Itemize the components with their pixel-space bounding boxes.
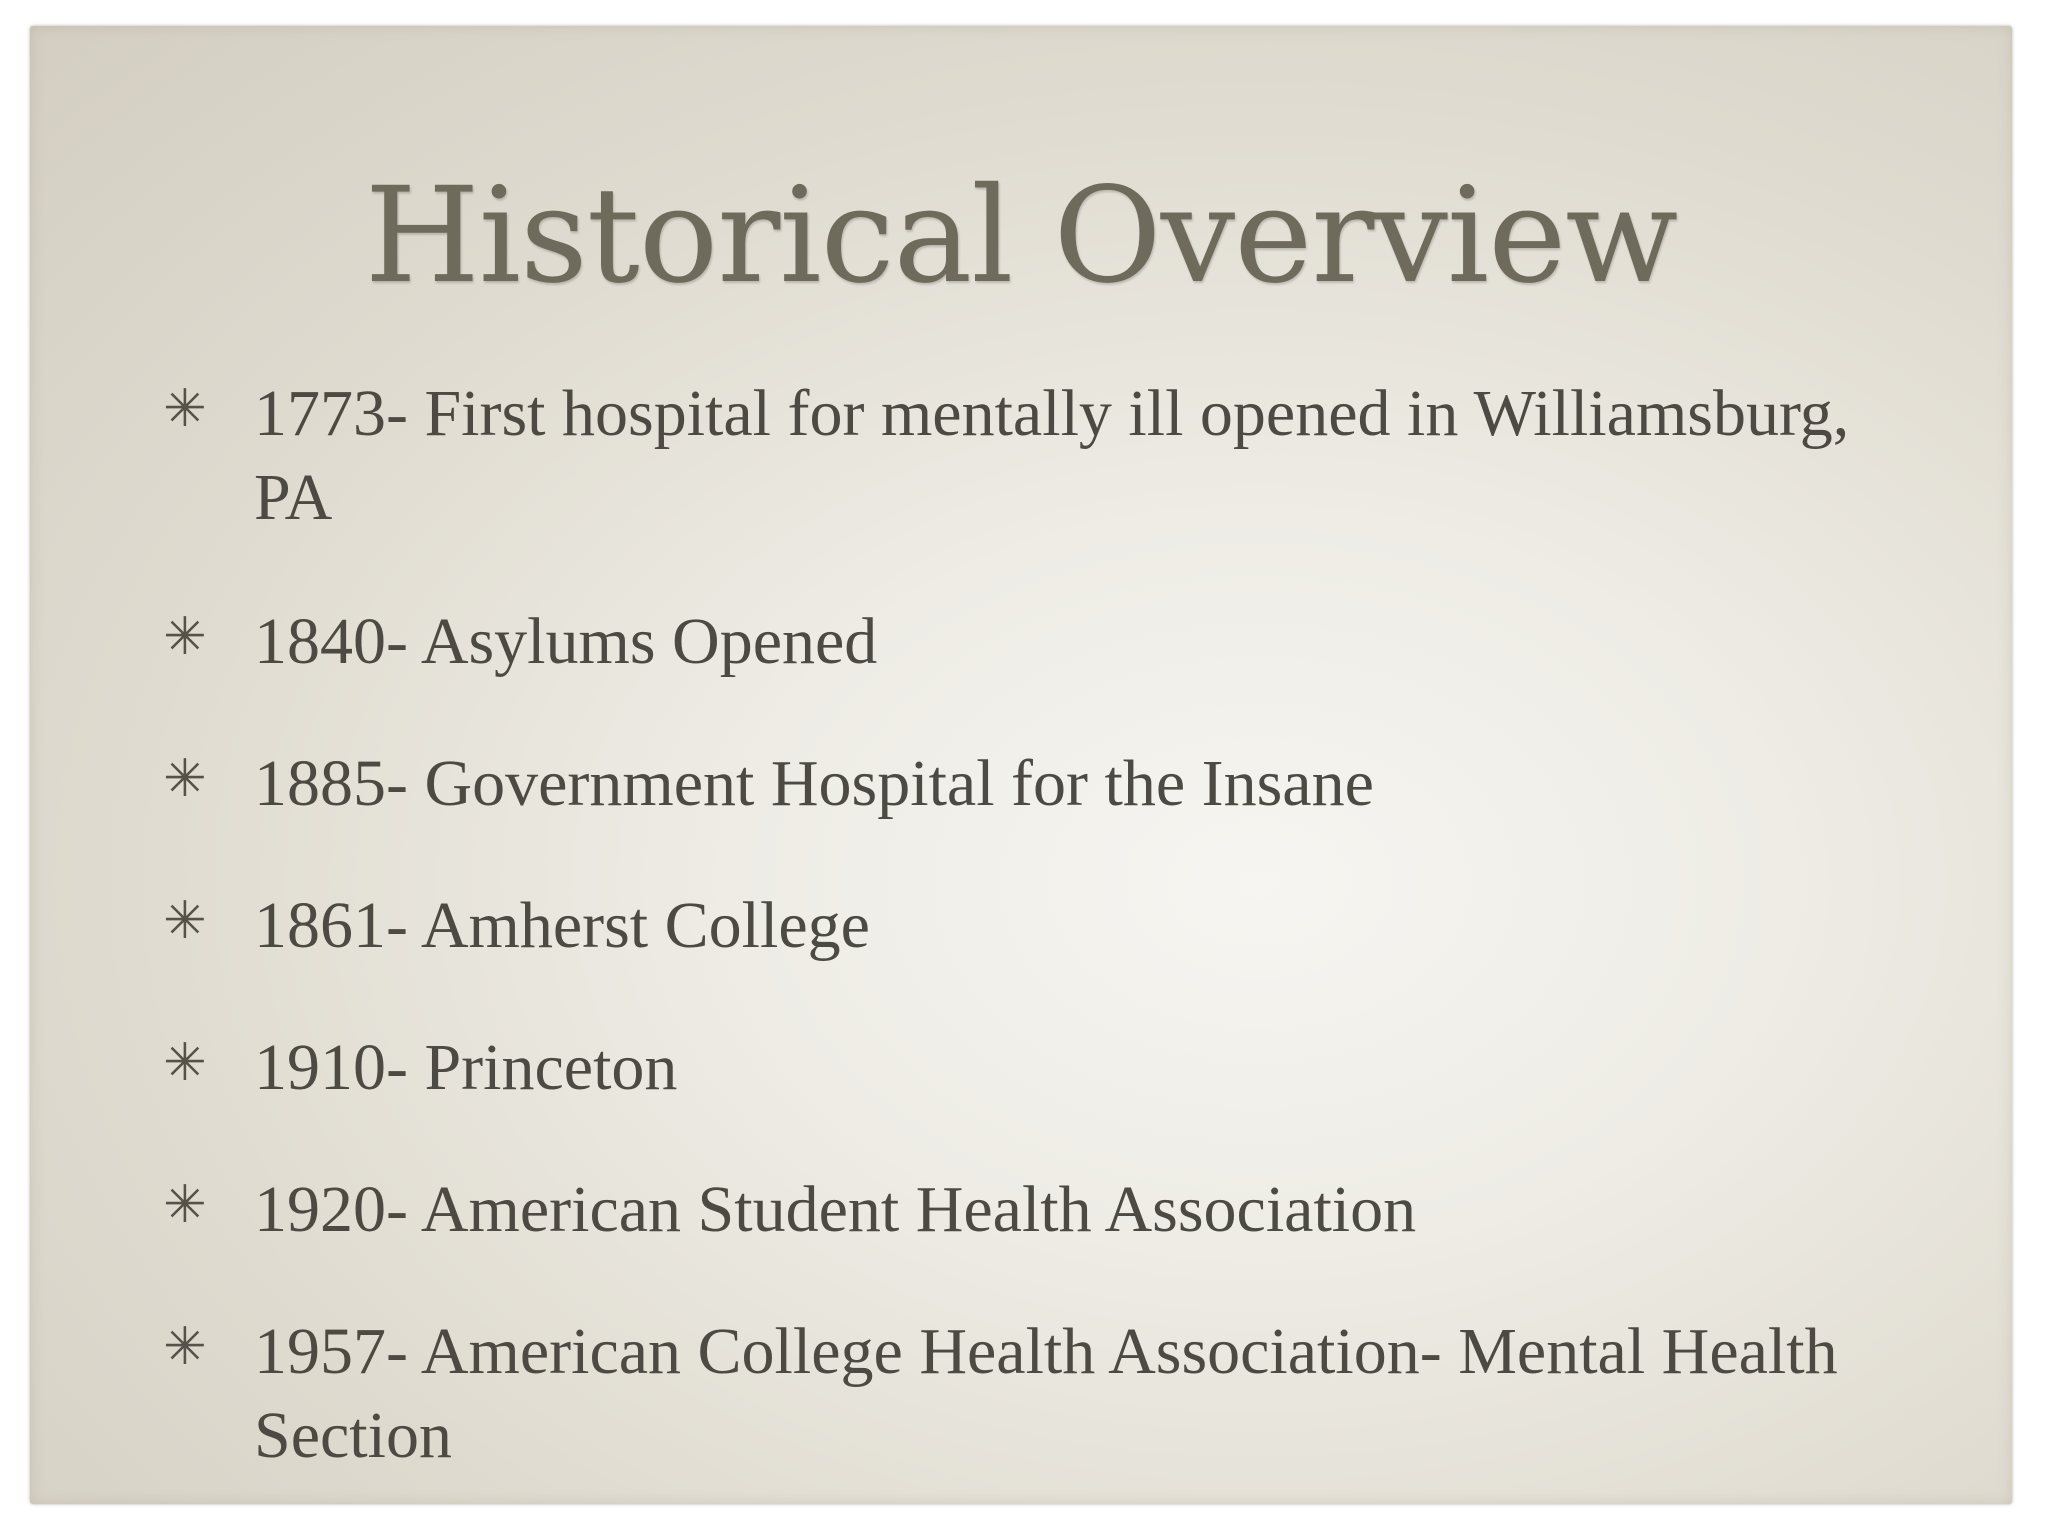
- asterisk-icon: ✳: [163, 379, 207, 439]
- bullet-text: 1920- American Student Health Association: [254, 1173, 1417, 1246]
- bullet-list: [30, 26, 2012, 1504]
- asterisk-icon: ✳: [163, 1175, 207, 1235]
- bullet-text: 1957- American College Health Association- Mental Health Section: [254, 1315, 1838, 1472]
- bullet-text: 1861- Amherst College: [254, 889, 870, 962]
- slide-title: Historical Overview: [364, 159, 1678, 313]
- bullet-text: 1885- Government Hospital for the Insane: [254, 747, 1374, 820]
- asterisk-icon: ✳: [163, 891, 207, 951]
- asterisk-icon: ✳: [163, 1033, 207, 1093]
- slide: [30, 26, 2012, 1504]
- asterisk-icon: ✳: [163, 749, 207, 809]
- bullet-text: 1773- First hospital for mentally ill opened in Williamsburg, PA: [254, 377, 1850, 534]
- asterisk-icon: ✳: [163, 607, 207, 667]
- bullet-text: 1910- Princeton: [254, 1031, 678, 1104]
- bullet-text: 1840- Asylums Opened: [254, 605, 878, 678]
- asterisk-icon: ✳: [163, 1317, 207, 1377]
